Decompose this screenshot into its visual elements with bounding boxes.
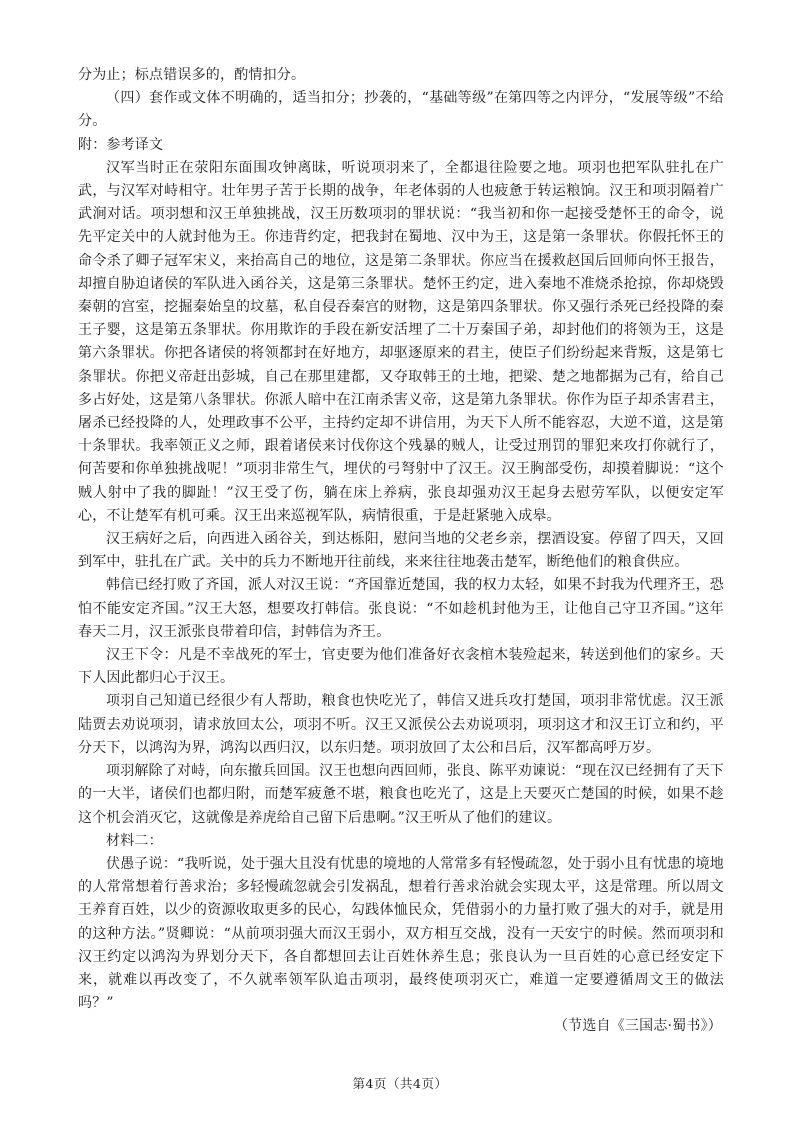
translation-paragraph-4: 汉王下令：凡是不幸战死的军士，官吏要为他们准备好衣衾棺木装殓起来，转送到他们的家乡。天下人因此都归心于汉王。 <box>78 647 724 687</box>
paragraph-scoring-continued: 分为止；标点错误多的，酌情扣分。 <box>78 67 306 83</box>
translation-paragraph-5: 项羽自己知道已经很少有人帮助，粮食也快吃光了，韩信又进兵攻打楚国，项羽非常忧虑。汉王派陆贾去劝说项羽，请求放回太公，项羽不听。汉王又派侯公去劝说项羽，项羽这才和汉王订立和约，平分天下，以鸿沟为界，鸿沟以西归汉，以东归楚。项羽放回了太公和吕后，汉军都高呼万岁。 <box>78 693 724 756</box>
source-citation: （节选自《三国志·蜀书》） <box>553 1018 722 1035</box>
translation-paragraph-3: 韩信已经打败了齐国，派人对汉王说：“齐国靠近楚国，我的权力太轻，如果不封我为代理齐王，恐怕不能安定齐国。”汉王大怒，想要攻打韩信。张良说：“不如趁机封他为王，让他自己守卫齐国。”这年春天二月，汉王派张良带着印信，封韩信为齐王。 <box>78 577 724 640</box>
translation-paragraph-1: 汉军当时正在荥阳东面围攻钟离昧，听说项羽来了，全都退往险要之地。项羽也把军队驻扎在广武，与汉军对峙相守。壮年男子苦于长期的战争，年老体弱的人也疲惫于转运粮饷。汉王和项羽隔着广武涧对话。项羽想和汉王单独挑战，汉王历数项羽的罪状说：“我当初和你一起接受楚怀王的命令，说先平定关中的人就封他为王。你违背约定，把我封在蜀地、汉中为王，这是第一条罪状。你假托怀王的命令杀了卿子冠军宋义，来抬高自己的地位，这是第二条罪状。你应当在援救赵国后回师向怀王报告，却擅自胁迫诸侯的军队进入函谷关，这是第三条罪状。楚怀王约定，进入秦地不准烧杀抢掠，你却烧毁秦朝的宫室，挖掘秦始皇的坟墓，私自侵吞秦宫的财物，这是第四条罪状。你又强行杀死已经投降的秦王子婴，这是第五条罪状。你用欺诈的手段在新安活埋了二十万秦国子弟，却封他们的将领为王，这是第六条罪状。你把各诸侯的将领都封在好地方，却驱逐原来的君主，使臣子们纷纷起来背叛，这是第七条罪状。你把义帝赶出彭城，自己在那里建都，又夺取韩王的土地，把梁、楚之地都据为己有，给自己多占好处，这是第八条罪状。你派人暗中在江南杀害义帝，这是第九条罪状。你作为臣子却杀害君主，屠杀已经投降的人，处理政事不公平，主持约定却不讲信用，为天下人所不能容忍，大逆不道，这是第十条罪状。我率领正义之师，跟着诸侯来讨伐你这个残暴的贼人，让受过刑罚的罪犯来攻打你就行了，何苦要和你单独挑战呢！”项羽非常生气，埋伏的弓弩射中了汉王。汉王胸部受伤，却摸着脚说：“这个贼人射中了我的脚趾！”汉王受了伤，躺在床上养病，张良却强劝汉王起身去慰劳军队，以便安定军心，不让楚军有机可乘。汉王出来巡视军队，病情很重，于是赶紧驰入成皋。 <box>78 159 724 524</box>
material-two-heading: 材料二： <box>106 832 163 849</box>
appendix-heading: 附：参考译文 <box>78 136 164 153</box>
document-body <box>78 64 724 1039</box>
paragraph-scoring-rule-four: （四）套作或文体不明确的，适当扣分；抄袭的，“基础等级”在第四等之内评分，“发展等级”不给分。 <box>78 90 724 130</box>
page-footer: 第4页（共4页） <box>352 1076 448 1091</box>
material-two-paragraph: 伏愚子说：“我听说，处于强大且没有忧患的境地的人常常多有轻慢疏忽，处于弱小且有忧患的境地的人常常想着行善求治；多轻慢疏忽就会引发祸乱，想着行善求治就会实现太平，这是常理。所以周文王养育百姓，以少的资源收取更多的民心，勾践体恤民众，凭借弱小的力量打败了强大的对手，就是用的这种方法。”贤卿说：“从前项羽强大而汉王弱小，双方相互交战，没有一天安宁的时候。然而项羽和汉王约定以鸿沟为界划分天下，各自都想回去让百姓休养生息；张良认为一旦百姓的心意已经安定下来，就难以再改变了，不久就率领军队追击项羽，最终使项羽灭亡，难道一定要遵循周文王的做法吗？” <box>78 855 724 1012</box>
translation-paragraph-6: 项羽解除了对峙，向东撤兵回国。汉王也想向西回师，张良、陈平劝谏说：“现在汉已经拥有了天下的一大半，诸侯们也都归附，而楚军疲惫不堪，粮食也吃光了，这是上天要灭亡楚国的时候，如果不趁这个机会消灭它，这就像是养虎给自己留下后患啊。”汉王听从了他们的建议。 <box>78 763 724 826</box>
translation-paragraph-2: 汉王病好之后，向西进入函谷关，到达栎阳，慰问当地的父老乡亲，摆酒设宴。停留了四天，又回到军中，驻扎在广武。关中的兵力不断地开往前线，来来往往地袭击楚军，断绝他们的粮食供应。 <box>78 531 724 571</box>
